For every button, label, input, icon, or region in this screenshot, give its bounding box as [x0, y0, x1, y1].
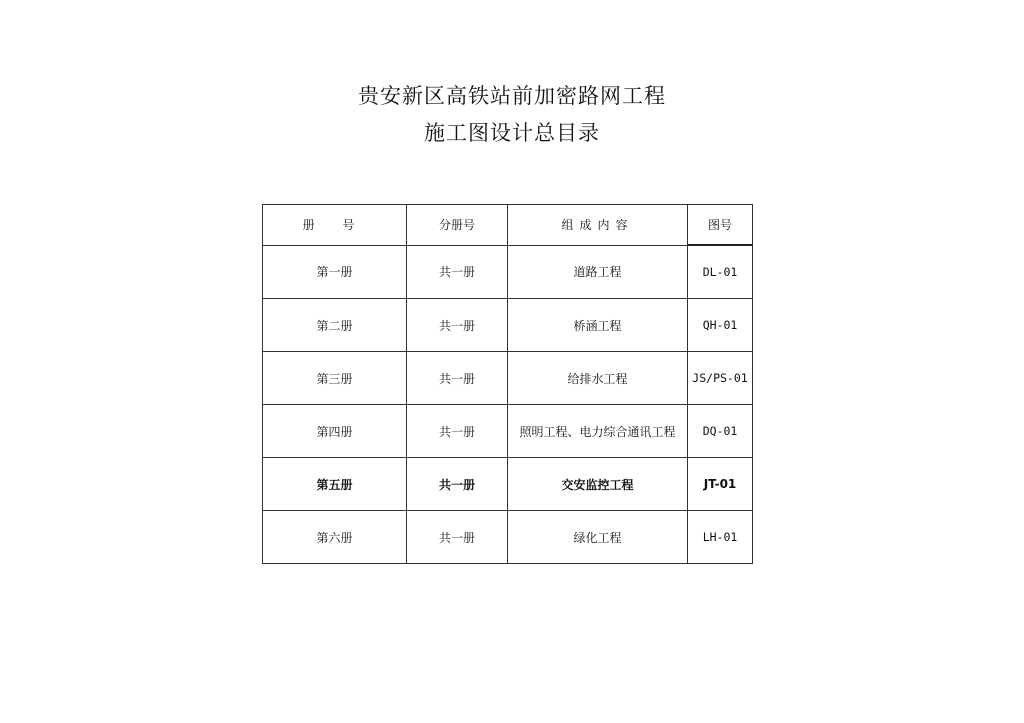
cell-drawing-no: QH-01 — [688, 299, 753, 352]
cell-drawing-no: JT-01 — [688, 458, 753, 511]
cell-content: 给排水工程 — [508, 352, 688, 405]
cell-sub-volume: 共一册 — [407, 405, 508, 458]
header-sub-volume: 分册号 — [407, 205, 508, 246]
header-content: 组成内容 — [508, 205, 688, 246]
cell-volume: 第三册 — [263, 352, 407, 405]
table-row — [263, 245, 753, 299]
cell-content: 绿化工程 — [508, 511, 688, 564]
cell-content: 道路工程 — [508, 245, 688, 299]
cell-sub-volume: 共一册 — [407, 245, 508, 299]
cell-drawing-no: DQ-01 — [688, 405, 753, 458]
header-volume-no: 册 号 — [263, 205, 407, 246]
header-drawing-no: 图号 — [688, 205, 753, 246]
cell-drawing-no: DL-01 — [688, 245, 753, 299]
cell-sub-volume: 共一册 — [407, 511, 508, 564]
catalog-table — [262, 204, 753, 564]
table-row — [263, 405, 753, 458]
table-row — [263, 511, 753, 564]
cell-content: 桥涵工程 — [508, 299, 688, 352]
cell-volume: 第一册 — [263, 245, 407, 299]
cell-content: 照明工程、电力综合通讯工程 — [508, 405, 688, 458]
cell-volume: 第五册 — [263, 458, 407, 511]
cell-drawing-no: JS/PS-01 — [688, 352, 753, 405]
table-row — [263, 352, 753, 405]
document-subtitle: 施工图设计总目录 — [424, 121, 600, 145]
cell-content: 交安监控工程 — [508, 458, 688, 511]
cell-sub-volume: 共一册 — [407, 458, 508, 511]
cell-volume: 第六册 — [263, 511, 407, 564]
table-header-row — [263, 205, 753, 246]
cell-drawing-no: LH-01 — [688, 511, 753, 564]
cell-volume: 第二册 — [263, 299, 407, 352]
table-row — [263, 299, 753, 352]
cell-sub-volume: 共一册 — [407, 299, 508, 352]
cell-sub-volume: 共一册 — [407, 352, 508, 405]
cell-volume: 第四册 — [263, 405, 407, 458]
document-title: 贵安新区高铁站前加密路网工程 — [358, 84, 666, 108]
table-row — [263, 458, 753, 511]
